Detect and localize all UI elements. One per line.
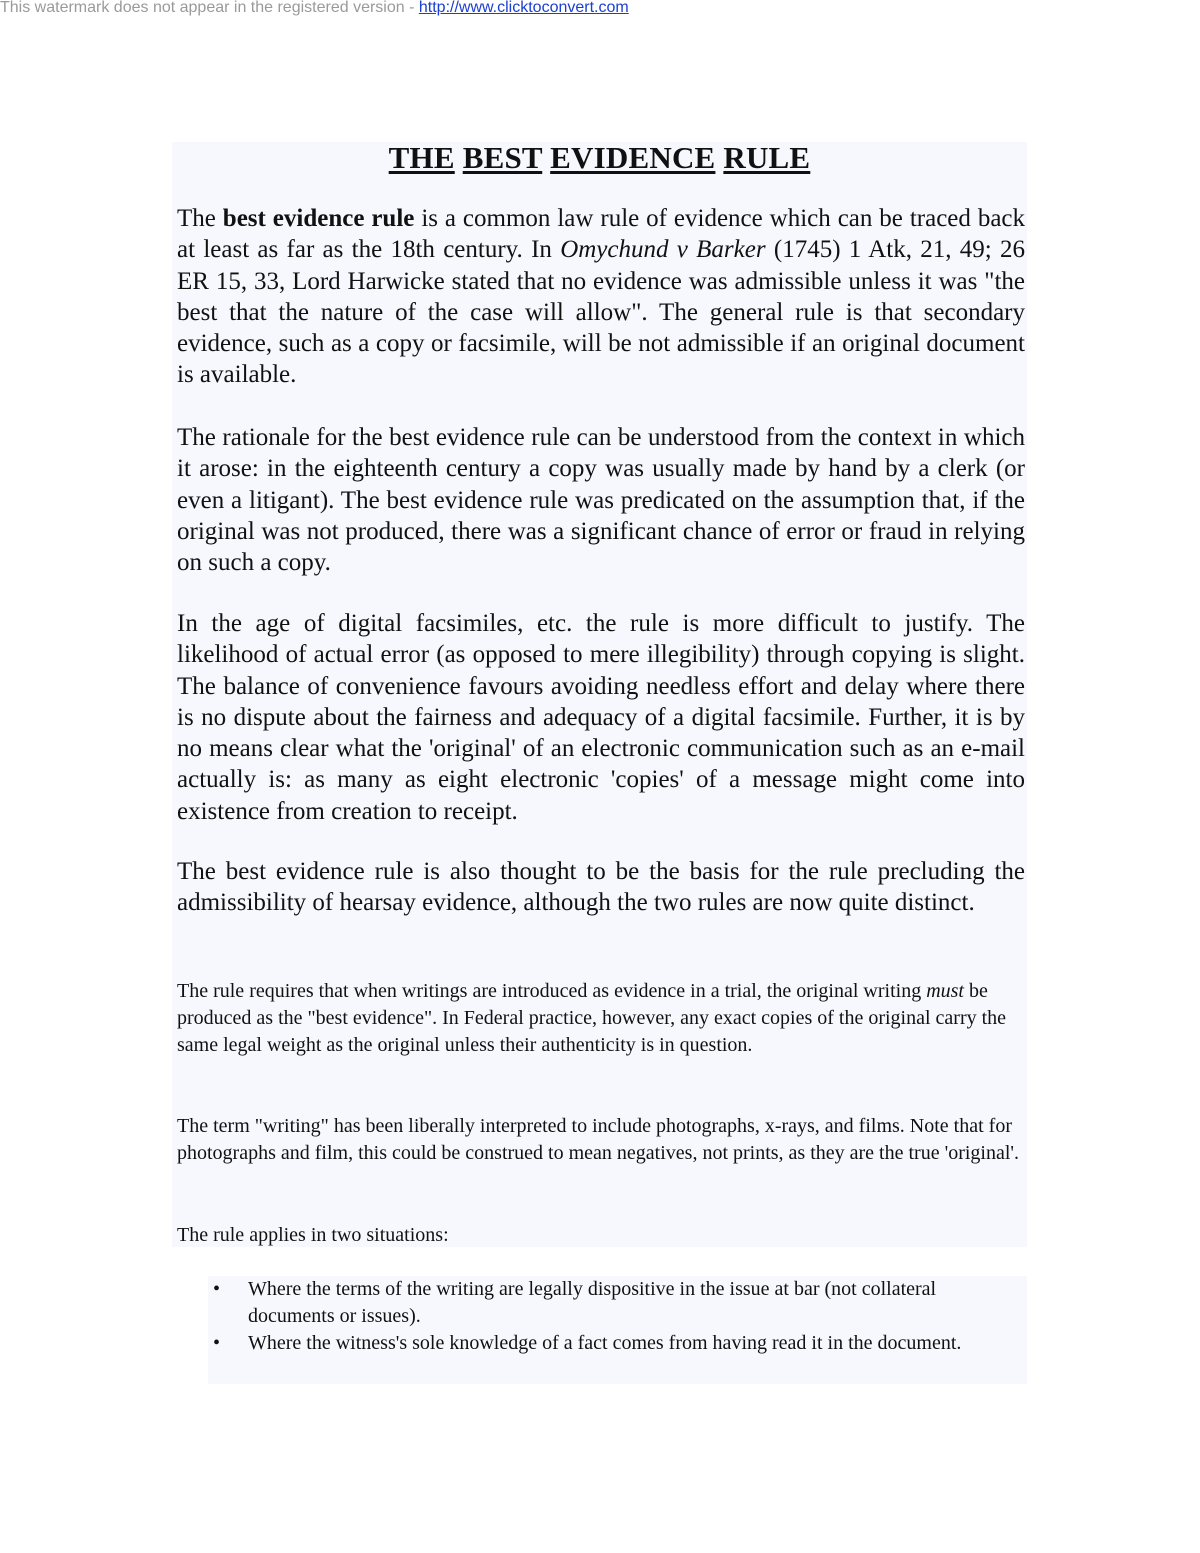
title-word: BEST [462,140,543,175]
title-word: THE [388,140,455,175]
paragraph-writing-definition: The term "writing" has been liberally interpreted to include photographs, x-rays, and films. Note that for photographs and film, this could be construed to mean negatives, not prints, as they are the true 'original'. [177,1115,1020,1164]
p5-text-2: be produced as the "best evidence". In Federal practice, however, any exact copies of the original carry the same legal weight as the original unless their authenticity is in question. [177,980,1007,1056]
paragraph-requirement [177,978,1025,1059]
emphasis-must: must [926,980,964,1002]
situations-list [208,1276,998,1357]
watermark-link[interactable]: http://www.clicktoconvert.com [418,0,629,16]
list-item [208,1276,998,1330]
paragraph-situations-intro: The rule applies in two situations: [177,1224,449,1246]
list-item [208,1330,998,1357]
bullet-icon: • [213,1332,221,1354]
title-word: RULE [723,140,811,175]
document-title [172,140,1027,176]
bullet-icon: • [213,1278,221,1300]
list-item-text: Where the terms of the writing are legally dispositive in the issue at bar (not collateral documents or issues). [248,1278,937,1327]
p5-text: The rule requires that when writings are introduced as evidence in a trial, the original writing [177,980,927,1002]
paragraph-digital-age: In the age of digital facsimiles, etc. the rule is more difficult to justify. The likelihood of actual error (as opposed to mere illegibility) through copying is slight. The balance of convenience favours avoiding needless effort and delay where there is no dispute about the fairness and adequacy of a digital facsimile. Further, it is by no means clear what the 'original' of an electronic communication such as an e-mail actually is: as many as eight electronic 'copies' of a message might come into existence from creation to receipt. [177,610,1025,825]
title-word: EVIDENCE [550,140,716,175]
paragraph-intro [177,203,1025,391]
case-name: Omychund v Barker [560,236,766,264]
paragraph-rationale: The rationale for the best evidence rule can be understood from the context in which it arose: in the eighteenth century a copy was usually made by hand by a clerk (or even a litigant). The best evidence rule was predicated on the assumption that, if the original was not produced, there was a significant chance of error or fraud in relying on such a copy. [177,424,1025,577]
p1-text-2: (1745) 1 Atk, 21, 49; 26 ER 15, 33, Lord Harwicke stated that no evidence was admissible unless it was "the best that the nature of the case will allow". The general rule is that secondary evidence, such as a copy or facsimile, will be not admissible if an original document is available. [177,236,1026,389]
watermark-text: This watermark does not appear in the registered version - [0,0,419,16]
p1-intro: The [177,205,223,232]
paragraph-hearsay: The best evidence rule is also thought to be the basis for the rule precluding the admissibility of hearsay evidence, although the two rules are now quite distinct. [177,858,1025,917]
bold-term: best evidence rule [222,205,415,232]
list-item-text: Where the witness's sole knowledge of a fact comes from having read it in the document. [248,1332,962,1354]
p1-text: is a common law rule of evidence which can be traced back at least as far as the 18th century. In [177,205,1026,264]
watermark [0,0,629,17]
